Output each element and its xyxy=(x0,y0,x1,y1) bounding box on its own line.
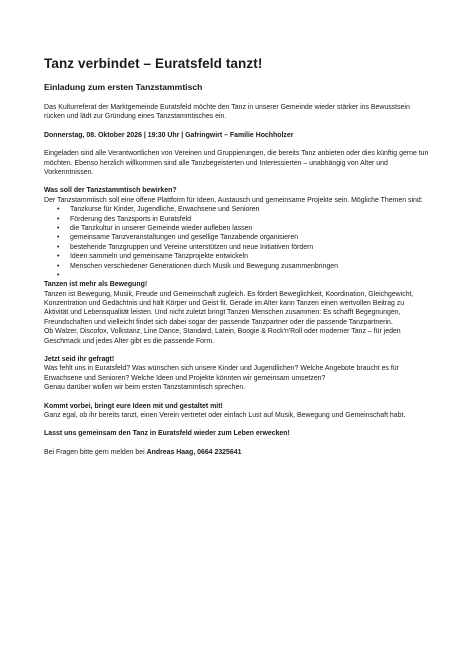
list-item: • Förderung des Tanzsports in Euratsfeld xyxy=(70,215,429,224)
list-item: • Ideen sammeln und gemeinsame Tanzprojekte entwickeln xyxy=(70,252,429,261)
goals-text: Der Tanzstammtisch soll eine offene Plattform für Ideen, Austausch und gemeinsame Projekte sein. Mögliche Themen sind: xyxy=(44,196,423,204)
document-title: Tanz verbindet – Euratsfeld tanzt! xyxy=(44,56,263,71)
list-item: • bestehende Tanzgruppen und Vereine unterstützen und neue Initiativen fördern xyxy=(70,243,429,252)
more-heading: Tanzen ist mehr als Bewegung! xyxy=(44,281,148,289)
closing-line: Lasst uns gemeinsam den Tanz in Euratsfeld wieder zum Leben erwecken! xyxy=(44,430,290,438)
come-section xyxy=(44,402,429,421)
more-text-2: Ob Walzer, Discofox, Volkstanz, Line Dance, Standard, Latein, Boogie & Rock'n'Roll oder moderner Tanz – für jeden Geschmack und jedes Alter gibt es die passende Form. xyxy=(44,328,401,345)
contact-name-phone: Andreas Haag, 0664 2325641 xyxy=(146,448,242,456)
document-page xyxy=(44,56,429,457)
goals-list xyxy=(44,205,429,271)
contact-line xyxy=(44,448,429,457)
list-item: • Menschen verschiedener Generationen durch Musik und Bewegung zusammenbringen xyxy=(70,262,429,271)
ask-text: Was fehlt uns in Euratsfeld? Was wünschen sich unsere Kinder und Jugendlichen? Welche Angebote braucht es für Erwachsene und Senioren? Welche Ideen und Projekte könnten wir gemeinsam umsetzen? xyxy=(44,365,399,382)
goals-heading: Was soll der Tanzstammtisch bewirken? xyxy=(44,187,177,195)
come-heading: Kommt vorbei, bringt eure Ideen mit und gestaltet mit! xyxy=(44,402,223,410)
more-text: Tanzen ist Bewegung, Musik, Freude und Gemeinschaft zugleich. Es fördert Beweglichkeit, Koordination, Gleichgewicht, Konzentration und Gedächtnis und hält Körper und Geist fit. Gerade im Alter kann Tanzen einen wertvollen Beitrag zu Aktivität und Lebensqualität leisten. Und nicht zuletzt bringt Tanzen Menschen zusammen: Es schafft Begegnungen, Freundschaften und vielleicht findet sich dabei sogar der passende Tanzpartner oder die passende Tanzpartnerin. xyxy=(44,290,414,326)
event-details: Donnerstag, 08. Oktober 2026 | 19:30 Uhr | Gafringwirt – Familie Hochholzer xyxy=(44,131,294,139)
ask-heading: Jetzt seid ihr gefragt! xyxy=(44,355,115,363)
list-item: • die Tanzkultur in unserer Gemeinde wieder aufleben lassen xyxy=(70,224,429,233)
more-section xyxy=(44,280,429,346)
goals-section xyxy=(44,186,429,271)
come-text: Ganz egal, ob ihr bereits tanzt, einen Verein vertretet oder einfach Lust auf Musik, Bewegung und Gemeinschaft habt. xyxy=(44,411,406,419)
document-subtitle: Einladung zum ersten Tanzstammtisch xyxy=(44,82,203,92)
ask-text-2: Genau darüber wollen wir beim ersten Tanzstammtisch sprechen. xyxy=(44,384,246,392)
contact-prefix: Bei Fragen bitte gern melden bei xyxy=(44,448,147,456)
list-item: • gemeinsame Tanzveranstaltungen und gesellige Tanzabende organisieren xyxy=(70,233,429,242)
list-item: • Tanzkurse für Kinder, Jugendliche, Erwachsene und Senioren xyxy=(70,205,429,214)
intro-paragraph: Das Kulturreferat der Marktgemeinde Euratsfeld möchte den Tanz in unserer Gemeinde wieder stärker ins Bewusstsein rücken und lädt zur Gründung eines Tanzstammtisches ein. xyxy=(44,104,410,121)
invitation-paragraph: Eingeladen sind alle Verantwortlichen von Vereinen und Gruppierungen, die bereits Tanz anbieten oder dies künftig gerne tun möchten. Ebenso herzlich willkommen sind alle Tanzbegeisterten und Interessierten – unabhängig von Alter und Vorkenntnissen. xyxy=(44,150,429,177)
ask-section xyxy=(44,355,429,393)
